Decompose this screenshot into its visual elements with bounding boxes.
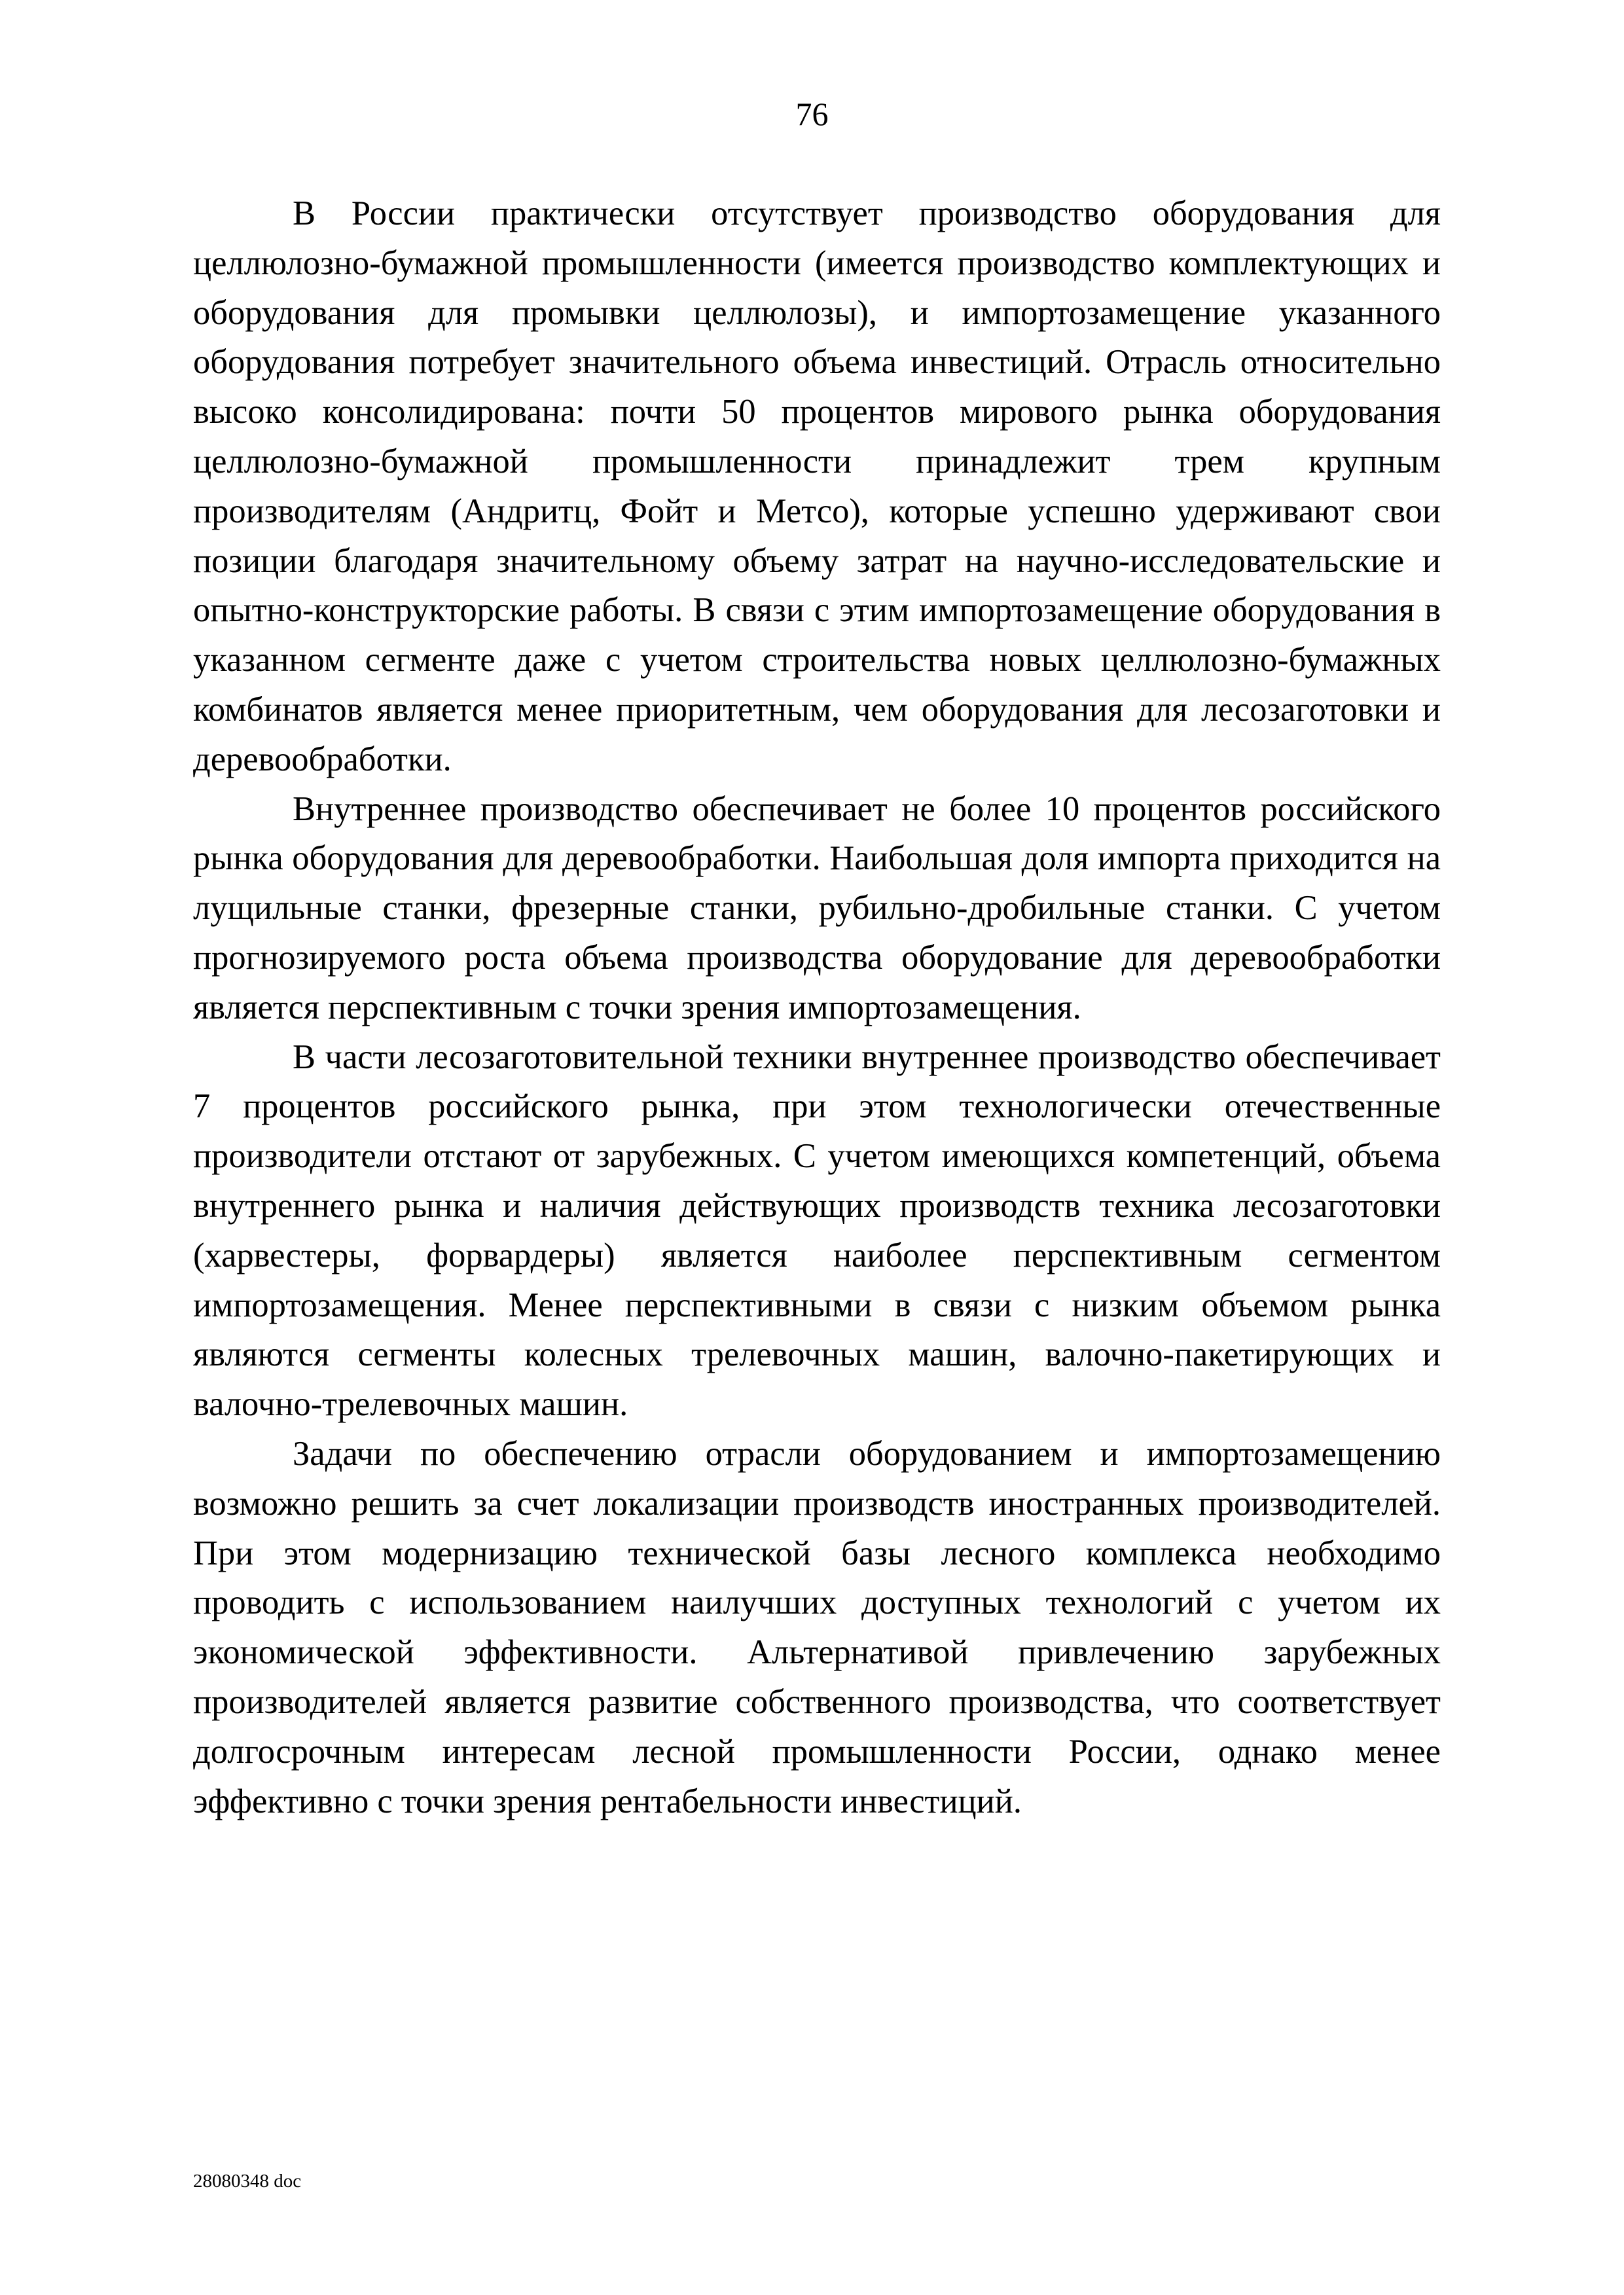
paragraph-logging-machinery: В части лесозаготовительной техники внутреннее производство обеспечивает 7 процентов российского рынка, при этом технологически отечественные производители отстают от зарубежных. С учетом имеющихся компетенций, объема внутреннего рынка и наличия действующих производств техника лесозаготовки (харвестеры, форвардеры) является наиболее перспективным сегментом импортозамещения. Менее перспективными в связи с низким объемом рынка являются сегменты колесных трелевочных машин, валочно-пакетирующих и валочно-трелевочных машин. — [193, 1038, 1441, 1424]
body-text — [193, 189, 1441, 1826]
footer-doc-id: 28080348 doc — [193, 2171, 302, 2192]
paragraph-equipment-pulp-paper: В России практически отсутствует производство оборудования для целлюлозно-бумажной промышленности (имеется производство комплектующих и оборудования для промывки целлюлозы), и импортозамещение указанного оборудования потребует значительного объема инвестиций. Отрасль относительно высоко консолидирована: почти 50 процентов мирового рынка оборудования целлюлозно-бумажной промышленности принадлежит трем крупным производителям (Андритц, Фойт и Метсо), которые успешно удерживают свои позиции благодаря значительному объему затрат на научно-исследовательские и опытно-конструкторские работы. В связи с этим импортозамещение оборудования в указанном сегменте даже с учетом строительства новых целлюлозно-бумажных комбинатов является менее приоритетным, чем оборудования для лесозаготовки и деревообработки. — [193, 194, 1441, 778]
page-number: 76 — [795, 96, 829, 132]
paragraph-woodworking: Внутреннее производство обеспечивает не более 10 процентов российского рынка оборудования для деревообработки. Наибольшая доля импорта приходится на лущильные станки, фрезерные станки, рубильно-дробильные станки. С учетом прогнозируемого роста объема производства оборудование для деревообработки является перспективным с точки зрения импортозамещения. — [193, 789, 1441, 1026]
paragraph-tasks: Задачи по обеспечению отрасли оборудованием и импортозамещению возможно решить за счет локализации производств иностранных производителей. При этом модернизацию технической базы лесного комплекса необходимо проводить с использованием наилучших доступных технологий с учетом их экономической эффективности. Альтернативой привлечению зарубежных производителей является развитие собственного производства, что соответствует долгосрочным интересам лесной промышленности России, однако менее эффективно с точки зрения рентабельности инвестиций. — [193, 1434, 1441, 1820]
